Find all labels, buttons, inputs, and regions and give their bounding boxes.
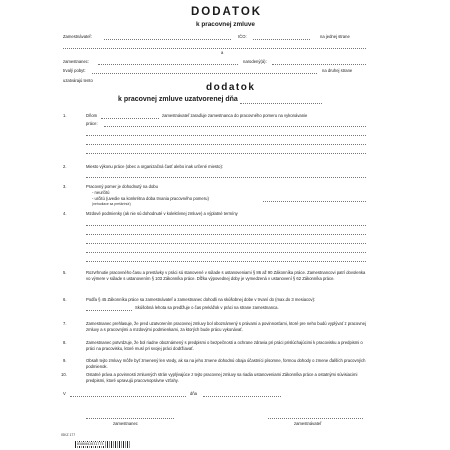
date-field[interactable] (203, 396, 281, 397)
concluded-text: uzatvárajú tento (63, 78, 93, 83)
item-4-line-4[interactable] (86, 252, 366, 253)
item-1-number: 1. (63, 113, 67, 118)
employee-signature-label: zamestnanec (113, 421, 138, 426)
item-9-text: Obsah tejto zmluvy môže byť zmenený len vtedy, ak sa na jeho zmene dohodnú obaja účastníci písomne, formou dohody o zmene ďalších pracovných podmienok. (86, 358, 366, 369)
item-9-number: 9. (63, 358, 67, 363)
date-label: dňa (190, 391, 197, 396)
item-7-text: Zamestnanec prehlasuje, že pred uzatvorením pracovnej zmluvy bol oboznámený s právami a povinnosťami, ktoré pre neho budú vyplývať z pracovnej zmluvy a s pracovnými a mzdovými podmienkami, za ktorých bude prácu vykonávať. (86, 321, 366, 332)
item-3-number: 3. (63, 184, 67, 189)
employer-label: Zamestnávateľ: (63, 34, 92, 39)
item-4-number: 4. (63, 211, 67, 216)
item-3-option-definite: - určitú (uvedie sa konkrétna doba trvania pracovného pomeru) (92, 196, 209, 201)
item-2-line-1[interactable] (86, 177, 366, 178)
item-1-date-field[interactable] (101, 118, 159, 119)
place-field[interactable] (70, 396, 186, 397)
birth-field[interactable] (272, 64, 366, 65)
item-1-line-2[interactable] (86, 135, 366, 136)
item-5-number: 5. (63, 270, 67, 275)
item-1-line-1[interactable] (104, 126, 366, 127)
item-3-option-indefinite: - neurčitú (92, 190, 110, 195)
item-8-number: 8. (63, 340, 67, 345)
residence-label: trvalý pobyt: (63, 68, 86, 73)
item-6-text-b: Skúšobná lehota sa predlžuje o čas prekážok v práci na strane zamestnanca. (135, 305, 279, 310)
residence-field[interactable] (92, 73, 317, 74)
ico-field[interactable] (253, 39, 310, 40)
second-party-side: na druhej strane (322, 68, 353, 73)
employee-label: zamestnanec: (63, 59, 90, 64)
item-10-number: 10. (61, 372, 67, 377)
ico-label: IČO: (238, 34, 247, 39)
item-4-text: Mzdové podmienky (ak nie sú dohodnuté v kolektívnej zmluve) a výplatné termíny (86, 211, 238, 216)
item-1-line-4[interactable] (86, 153, 366, 154)
item-1-work-label: práce: (86, 121, 98, 126)
place-label: V (63, 391, 66, 396)
item-4-line-5[interactable] (86, 261, 366, 262)
form-code: ISKZ 177 (61, 433, 76, 437)
birth-label: narodený(á): (243, 59, 267, 64)
barcode-digits: 8586002031775 (77, 442, 104, 446)
employee-field[interactable] (98, 64, 238, 65)
employer-signature-line[interactable] (268, 418, 363, 419)
employee-signature-line[interactable] (86, 418, 174, 419)
first-party-side: na jednej strane (320, 34, 350, 39)
item-3-note: (nehodiace sa preškrtnúť) (92, 202, 131, 206)
contract-date-field[interactable] (240, 103, 322, 104)
document-subtitle: k pracovnej zmluve (196, 21, 255, 28)
item-1-line-3[interactable] (86, 144, 366, 145)
item-4-line-1[interactable] (86, 225, 366, 226)
item-4-line-3[interactable] (86, 243, 366, 244)
employer-field[interactable] (104, 39, 231, 40)
item-7-number: 7. (63, 321, 67, 326)
item-6-text: Podľa § 45 Zákonníka práce sa zamestnávateľ a zamestnanec dohodli na skúšobnej dobe v trvaní do (max.do 3 mesiacov): (86, 297, 316, 302)
item-6-number: 6. (63, 297, 67, 302)
employer-signature-label: zamestnávateľ (294, 421, 322, 426)
addendum-subtitle: k pracovnej zmluve uzatvorenej dňa (118, 96, 238, 103)
addendum-title: dodatok (206, 82, 256, 93)
item-8-text: Zamestnanec potvrdzuje, že bol riadne oboznámený s predpismi o bezpečnosti a ochrane zdravia pri práci prislúchajúcimi k pracovisku a predpismi o práci na pracovisku, ktoré musí pri svojej práci dodržiavať. (86, 340, 363, 351)
item-10-text: Ostatné práva a povinnosti zmluvných strán vyplývajúce z tejto pracovnej zmluvy sa riadia ustanoveniami Zákonníka práce a ostatnými súvisiacimi predpismi, ktoré upravujú pracovnoprávne vzťahy. (86, 372, 358, 383)
item-2-text: Miesto výkonu práce (obec a organizačná časť alebo inak určené miesto): (86, 164, 224, 169)
item-6-probation-field[interactable] (86, 310, 132, 311)
item-5-text: Rozvrhnutie pracovného času a prestávky v práci sú stanovené v súlade s ustanoveniami § 86 až 90 Zákonníka práce. Zamestnancovi patrí dovolenka vo výmere v súlade s ustanovením § 103 Zákonníka práce. Dĺžka výpovednej doby je vymedzená v ustanovení § 62 Zákonníka práce. (86, 270, 366, 281)
item-2-number: 2. (63, 164, 67, 169)
and-text: a (221, 50, 224, 55)
item-1-date-label: Dňom (86, 113, 98, 118)
employer-address-field[interactable] (63, 48, 366, 49)
item-3-duration-field[interactable] (263, 201, 366, 202)
document-title: DODATOK (191, 6, 263, 18)
item-3-text: Pracovný pomer je dohodnutý na dobu (86, 184, 158, 189)
item-1-text: zamestnávateľ zaraďuje zamestnanca do pracovného pomeru na vykonávanie (162, 113, 308, 118)
item-4-line-2[interactable] (86, 234, 366, 235)
